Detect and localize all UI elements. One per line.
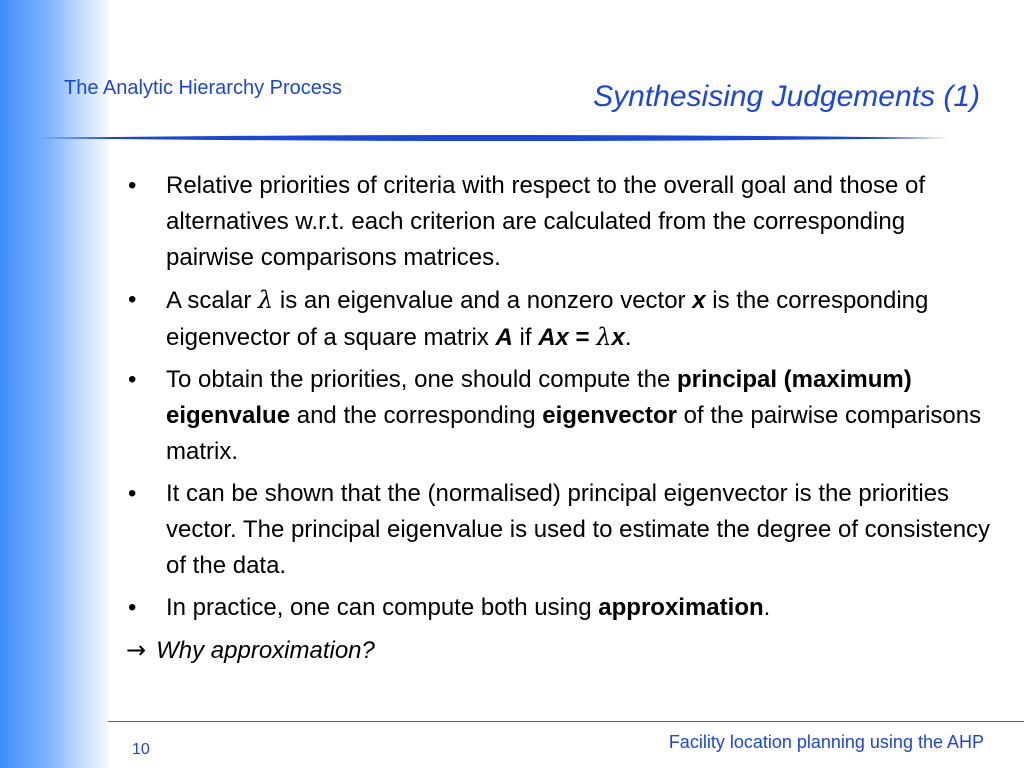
presentation-title: The Analytic Hierarchy Process: [64, 77, 342, 99]
bullet-text: is the corresponding eigenvector of a square matrix: [166, 287, 929, 351]
right-arrow-icon: →: [126, 636, 147, 664]
bullet-text: .: [763, 594, 771, 621]
footer-title: Facility location planning using the AHP: [668, 732, 984, 752]
bullet-text: In practice, one can compute both using: [166, 594, 599, 621]
bullet-marker: •: [128, 594, 137, 621]
bold-principal-eigenvalue: principal (maximum) eigenvalue: [166, 366, 912, 429]
footer-divider: [108, 721, 1024, 722]
bullet-text: To obtain the priorities, one should compute the: [166, 366, 677, 393]
bullet-text: Relative priorities of criteria with respect to the overall goal and those of alternatives w.r.t. each criterion are calculated from the corresponding pairwise comparisons matrices.: [166, 172, 926, 271]
bullet-text: and the corresponding: [290, 402, 543, 429]
page-number: 10: [132, 741, 150, 758]
bullet-marker: •: [128, 480, 137, 507]
title-underline: [36, 134, 948, 142]
bullet-item-approximation: [124, 590, 994, 626]
bold-approximation: approximation: [598, 594, 764, 621]
bullet-marker: •: [128, 172, 137, 199]
bullet-text: A scalar: [166, 287, 259, 314]
bold-eigenvector: eigenvector: [542, 402, 677, 429]
equation-x: x: [611, 324, 625, 351]
why-approximation-line: [124, 632, 994, 669]
vector-x-symbol: x: [692, 287, 706, 314]
lambda-symbol: λ: [258, 286, 274, 314]
matrix-a-symbol: A: [495, 324, 513, 351]
bullet-item-eigenvalue-definition: [124, 282, 994, 356]
slide-body: [124, 168, 994, 669]
bullet-text: if: [512, 324, 539, 351]
bullet-list: [124, 168, 994, 626]
bullet-text: .: [624, 324, 632, 351]
equation-left: Ax: [538, 324, 569, 351]
bullet-item-relative-priorities: [124, 168, 994, 276]
bullet-item-obtain-priorities: [124, 362, 994, 470]
equation-sign: =: [568, 324, 597, 351]
bullet-text: of the pairwise comparisons matrix.: [166, 402, 982, 465]
why-approximation-text: Why approximation?: [156, 637, 375, 664]
bullet-text: is an eigenvalue and a nonzero vector: [273, 287, 693, 314]
bullet-marker: •: [128, 366, 137, 393]
equation-lambda: λ: [596, 323, 612, 351]
bullet-marker: •: [128, 286, 137, 313]
slide-title: Synthesising Judgements (1): [593, 80, 980, 113]
sidebar-gradient: [0, 0, 108, 768]
bullet-item-normalised-eigenvector: [124, 476, 994, 584]
bullet-text: It can be shown that the (normalised) principal eigenvector is the priorities vector. The principal eigenvalue is used to estimate the degree of consistency of the data.: [166, 480, 991, 579]
